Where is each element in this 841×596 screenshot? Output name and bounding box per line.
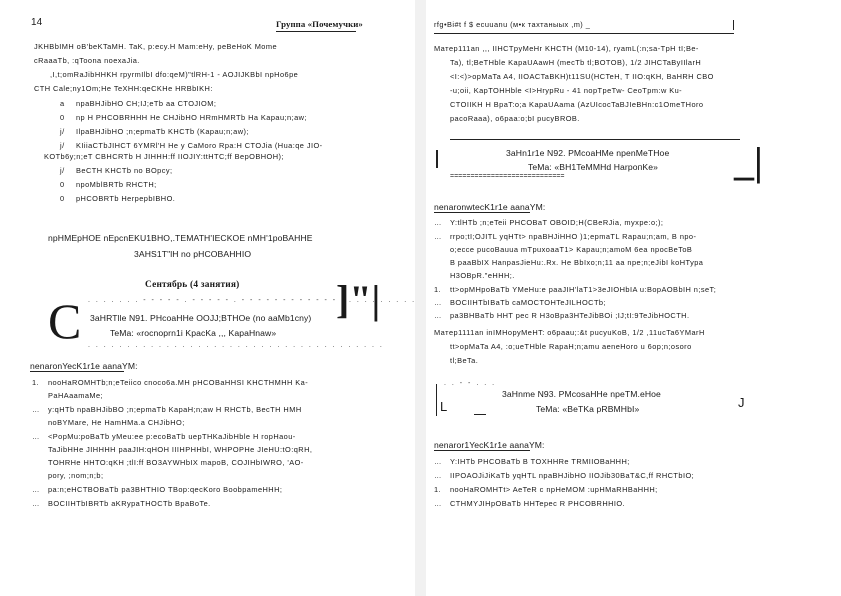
frame-left-edge bbox=[436, 384, 437, 416]
list-marker: … bbox=[434, 298, 442, 307]
list-item: o;ecce pucoBauua mTpuxoaaT1> Kapau;n;amoM 6ea npocBeToB bbox=[450, 245, 693, 254]
list-item: pHCOBRTb HerpepbIBHO. bbox=[76, 194, 176, 203]
materials-line: tt>opMaTa A4, :o;ueTHble RapaH;n;amu aeneHoro u 6op;n;osoro bbox=[450, 342, 692, 351]
frame-right-bracket: ]"| bbox=[336, 277, 381, 322]
list-marker: … bbox=[434, 471, 442, 480]
list-marker: 0 bbox=[60, 113, 65, 122]
intro-line: cRaaaTb, :qToona noexaJia. bbox=[34, 56, 140, 65]
list-item: H3OBpR."eHHH;. bbox=[450, 271, 515, 280]
lesson-theme: TeMa: «BeTKa pRBMHbI» bbox=[536, 404, 640, 414]
list-item: TaJibHHe JIHHHH paaJIH:qHOH IIIHPHHbI, WHPOPHe JIeHU:tO:qRH, bbox=[48, 445, 313, 454]
list-marker: 1. bbox=[434, 485, 442, 494]
materials-line: -u;oii, KapTOHHble <I>HrypRu - 41 nopTpeTw- CeoTpm:w Ku- bbox=[450, 86, 683, 95]
frame-bottom-border: ============================ bbox=[450, 173, 565, 180]
frame-bottom-border: . . . . . . . . . . . . . . . . . . . . . . . . . . . . . . . . . . . . . . bbox=[88, 342, 384, 349]
list-item: Y:tlHTb ;n;eTeii PHCOBaT OBOID;H(CBeRJia, myxpe:o;); bbox=[450, 218, 664, 227]
materials-line: CTOIIKH H BpaT:o;a KapaUAama (AzUIcocTaBJIeBHn:c1OmeTHoro bbox=[450, 100, 704, 109]
list-marker: … bbox=[434, 499, 442, 508]
section-heading: npHMEpHOE nEpcnEKU1BHO,.TEMATH'IECKOE nMH'1poBAHHE bbox=[48, 233, 313, 243]
lesson-title: 3aHnme N93. PMcosaHHe npeTM.eHoe bbox=[502, 389, 661, 399]
frame-bottom-mark bbox=[474, 414, 486, 415]
list-item: pa:n;eHCTBOBaTb pa3BHTHIO TBop:qecKoro BoobpameHHH; bbox=[48, 485, 283, 494]
materials-line: Ta), tl;BeTHble KapaUAawH (mecTb tl;BOTOB), 1/2 JIHCTaByIIlarH bbox=[450, 58, 702, 67]
materials-line: tl;BeTa. bbox=[450, 356, 479, 365]
list-item: PaHAaamaMe; bbox=[48, 391, 104, 400]
frame-right-letter: J bbox=[738, 395, 745, 410]
tasks-heading-underline bbox=[434, 212, 530, 213]
materials-line: <I:<)>opMaTa A4, IIOACTaBKH)t11SU(HCTeH, T IIO:qKH, BaHRH CBO bbox=[450, 72, 714, 81]
list-marker: j/ bbox=[60, 166, 65, 175]
top-rule bbox=[434, 33, 734, 34]
list-item: y:qHTb npaBHJibBO ;n;epmaTb KapaH;n;aw H RHCTb, BecTH HMH bbox=[48, 405, 302, 414]
lesson-title: 3aHRTlle N91. PHcoaHHe OOJJ;BTHOe (no aaMb1cny) bbox=[90, 313, 312, 323]
tasks-heading: nenaror1YecK1r1e aanaYM: bbox=[434, 440, 545, 450]
list-marker: … bbox=[32, 432, 40, 441]
list-item: noBYMare, He HamHMa.a CHJibHO; bbox=[48, 418, 185, 427]
section-subheading: 3AHS1T"lH no pHCOBAHHIO bbox=[134, 249, 252, 259]
list-marker: 1. bbox=[434, 285, 442, 294]
materials-line: Maтep1111an inIMHopyMeHT: o6paau;:&t pucyuKoB, 1/2 ,11ucTa6YMarH bbox=[434, 328, 705, 337]
intro-line: CTH Cale;ny1Om;He TeXHH:qeCKHe HRBbIKH: bbox=[34, 84, 213, 93]
list-marker: a bbox=[60, 99, 65, 108]
intro-line: JKHBbIMH oB'beKTaMH. TaK, p:ecy.H Mam:eHy, peBeHoK Mome bbox=[34, 42, 278, 51]
list-marker: … bbox=[434, 232, 442, 241]
list-item: nooHaROMHTb;n;eTeiico cnoco6a.MH pHCOBaHHSI KHCTHMHH Ka- bbox=[48, 378, 309, 387]
list-item: Y:IHTb PHCOBaTb B TOXHHRe TRMIIOBaHHH; bbox=[450, 457, 630, 466]
materials-line: pacoRaaa), o6paa:o;bI pucyBROB. bbox=[450, 114, 580, 123]
list-item: npoMblBRTb RHCTH; bbox=[76, 180, 157, 189]
lesson-title: 3aHn1r1e N92. PMcoaHMe npenMeTHoe bbox=[506, 148, 670, 158]
tasks-heading: nenaronwtecK1r1e aanaYM: bbox=[434, 202, 546, 212]
list-marker: 0 bbox=[60, 180, 65, 189]
list-item: TOHRHe HHTO:qKH ;tlI:ff BO3AYWHbIX mapoB, COJIHbIWRO, 'AO- bbox=[48, 458, 304, 467]
left-page bbox=[0, 0, 420, 596]
month-heading: Сентябрь (4 занятия) bbox=[145, 280, 240, 290]
list-marker: … bbox=[434, 311, 442, 320]
list-item: nooHaROMHTt> AeTeR c npHeMOM :upHMaRHBaHHH; bbox=[450, 485, 658, 494]
tasks-heading: nenaronYecK1r1e aanaYM: bbox=[30, 361, 138, 371]
list-item: B paaBbIX HanpasJieHu:.Rx. He BbIxo;n;11 aa npe;n;eJibI koHTypa bbox=[450, 258, 704, 267]
top-tick bbox=[733, 20, 734, 30]
list-item: CTHMYJIHpOBaTb HHTepec R PHCOBRHHIO. bbox=[450, 499, 626, 508]
list-item: KOTb6y;n;eT CBHCRTb H JIHHH:ff IIOJIY:ttHTC;ff BepOBHOH); bbox=[44, 152, 284, 161]
top-line: rfg•Bi#t f $ ecuuanu (м•к тахтаныых ,m) _ bbox=[434, 20, 591, 29]
tasks-heading-underline bbox=[30, 371, 124, 372]
lesson-theme: TeMa: «rocnoprn1i KpacKa ,,, KapaHnaw» bbox=[110, 328, 277, 338]
list-item: pa3BHBaTb HHT pec R H3oBpa3HTeJibBOi ;IJ;tI:9TeJibHOCTH. bbox=[450, 311, 690, 320]
list-item: tt>opMHpoBaTb YMeHu:e paaJIH'laT1>3eJIOHbIA u:BopAOBbIH n;seT; bbox=[450, 285, 717, 294]
list-marker: … bbox=[434, 457, 442, 466]
list-item: rrpo;tI;OJITL yqHTt> npaBHJiHHO )1;epmaTL Rapau;n;am, B npo- bbox=[450, 232, 697, 241]
list-item: np H PHCOBRHHH He CHJibHO HRmHMRTb Ha Kapau;n;aw; bbox=[76, 113, 307, 122]
list-item: BOCIIHTbIBaTb caMOCTOHTeJILHOCTb; bbox=[450, 298, 606, 307]
materials-line: Maтep111an ,,, IIHCTpyMeHr KHCTH (M10-14), ryamL(:n;sa-TpH tI;Be- bbox=[434, 44, 699, 53]
intro-line: ,I,t;omRaJibHHKH rpyrmIlbI dfo:qeM)"tlRH-1 - AOJIJKBbI npHo6pe bbox=[50, 70, 299, 79]
frame-top-border: . . . . . . . - - - - - . - - - - - . - - - - - - - - - - - - . . . . . . . . . . bbox=[88, 297, 417, 304]
list-item: IlpaBHJibHO ;n;epmaTb KHCTb (Kapau;n;aw); bbox=[76, 127, 249, 136]
frame-top-border bbox=[450, 139, 740, 140]
list-marker: … bbox=[434, 218, 442, 227]
list-marker: 0 bbox=[60, 194, 65, 203]
list-item: <PopMu:poBaTb yMeu:ee p:ecoBaTb uepTHKaJibHble H ropHaou- bbox=[48, 432, 296, 441]
list-marker: … bbox=[32, 405, 40, 414]
list-item: BOCIIHTbIBRTb aKRypaTHOCTb BpaBoTe. bbox=[48, 499, 211, 508]
list-item: npaBHJibHO CH;IJ;eTb aa CTOJIOM; bbox=[76, 99, 217, 108]
list-item: KIiiaCTbJIHCT 6YMRl'H He y CaMoro Rpa:H CTOJia (Hua:qe JIO- bbox=[76, 141, 323, 150]
list-item: pory, ;nom;n;b; bbox=[48, 471, 104, 480]
list-marker: j/ bbox=[60, 141, 65, 150]
right-page bbox=[420, 0, 841, 596]
list-marker: … bbox=[32, 499, 40, 508]
header-underline bbox=[276, 31, 356, 32]
list-marker: … bbox=[32, 485, 40, 494]
tasks-heading-underline bbox=[434, 450, 530, 451]
lesson-theme: TeMa: «BH1TeMMHd HarpoпKe» bbox=[528, 162, 659, 172]
running-header: Группа «Почемучки» bbox=[276, 19, 363, 29]
list-item: IIPOAOJiJiKaTb yqHTL npaBHJibHO IIOJib30BaT&C,ff RHCTbIO; bbox=[450, 471, 695, 480]
frame-top-border: . . - - . . . bbox=[444, 380, 497, 387]
list-item: BeCTH KHCTb no BOpcy; bbox=[76, 166, 173, 175]
page-number: 14 bbox=[31, 17, 43, 28]
frame-left-letter: L bbox=[440, 399, 448, 414]
frame-left-edge bbox=[436, 150, 438, 168]
list-marker: j/ bbox=[60, 127, 65, 136]
list-marker: 1. bbox=[32, 378, 40, 387]
frame-right-bracket: _| bbox=[734, 139, 763, 184]
frame-left-bracket: C bbox=[48, 293, 82, 349]
